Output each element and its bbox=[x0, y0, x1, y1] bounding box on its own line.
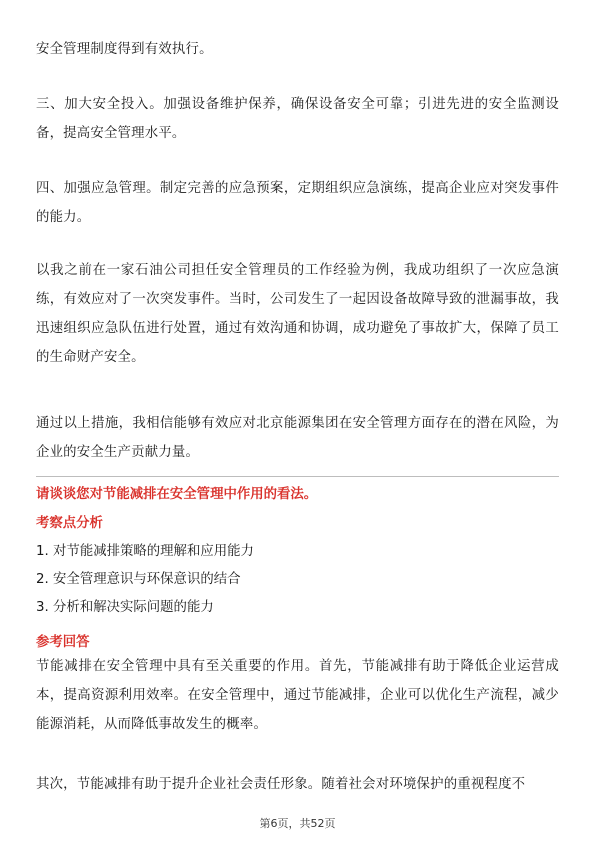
analysis-item: 2. 安全管理意识与环保意识的结合 bbox=[36, 572, 241, 587]
paragraph-emergency-management: 四、加强应急管理。制定完善的应急预案，定期组织应急演练，提高企业应对突发事件的能力。 bbox=[36, 181, 559, 225]
paragraph-conclusion: 通过以上措施，我相信能够有效应对北京能源集团在安全管理方面存在的潜在风险，为企业的安全生产贡献力量。 bbox=[36, 416, 559, 460]
answer-heading: 参考回答 bbox=[36, 635, 90, 650]
section-divider bbox=[36, 476, 559, 477]
paragraph-work-experience: 以我之前在一家石油公司担任安全管理员的工作经验为例，我成功组织了一次应急演练，有效应对了一次突发事件。当时，公司发生了一起因设备故障导致的泄漏事故，我迅速组织应急队伍进行处置，通过有效沟通和协调，成功避免了事故扩大，保障了员工的生命财产安全。 bbox=[36, 263, 559, 365]
answer-paragraph: 其次，节能减排有助于提升企业社会责任形象。随着社会对环境保护的重视程度不 bbox=[36, 777, 526, 792]
paragraph-safety-investment: 三、加大安全投入。加强设备维护保养，确保设备安全可靠；引进先进的安全监测设备，提高安全管理水平。 bbox=[36, 97, 559, 141]
question-title: 请谈谈您对节能减排在安全管理中作用的看法。 bbox=[36, 487, 318, 502]
answer-paragraph: 节能减排在安全管理中具有至关重要的作用。首先，节能减排有助于降低企业运营成本，提高资源利用效率。在安全管理中，通过节能减排，企业可以优化生产流程，减少能源消耗，从而降低事故发生的概率。 bbox=[36, 659, 559, 732]
analysis-heading: 考察点分析 bbox=[36, 516, 103, 531]
document-page bbox=[36, 0, 559, 842]
analysis-item: 3. 分析和解决实际问题的能力 bbox=[36, 600, 214, 615]
page-number-footer: 第6页，共52页 bbox=[259, 817, 336, 830]
analysis-item: 1. 对节能减排策略的理解和应用能力 bbox=[36, 544, 254, 559]
paragraph-management-system: 安全管理制度得到有效执行。 bbox=[36, 42, 213, 57]
